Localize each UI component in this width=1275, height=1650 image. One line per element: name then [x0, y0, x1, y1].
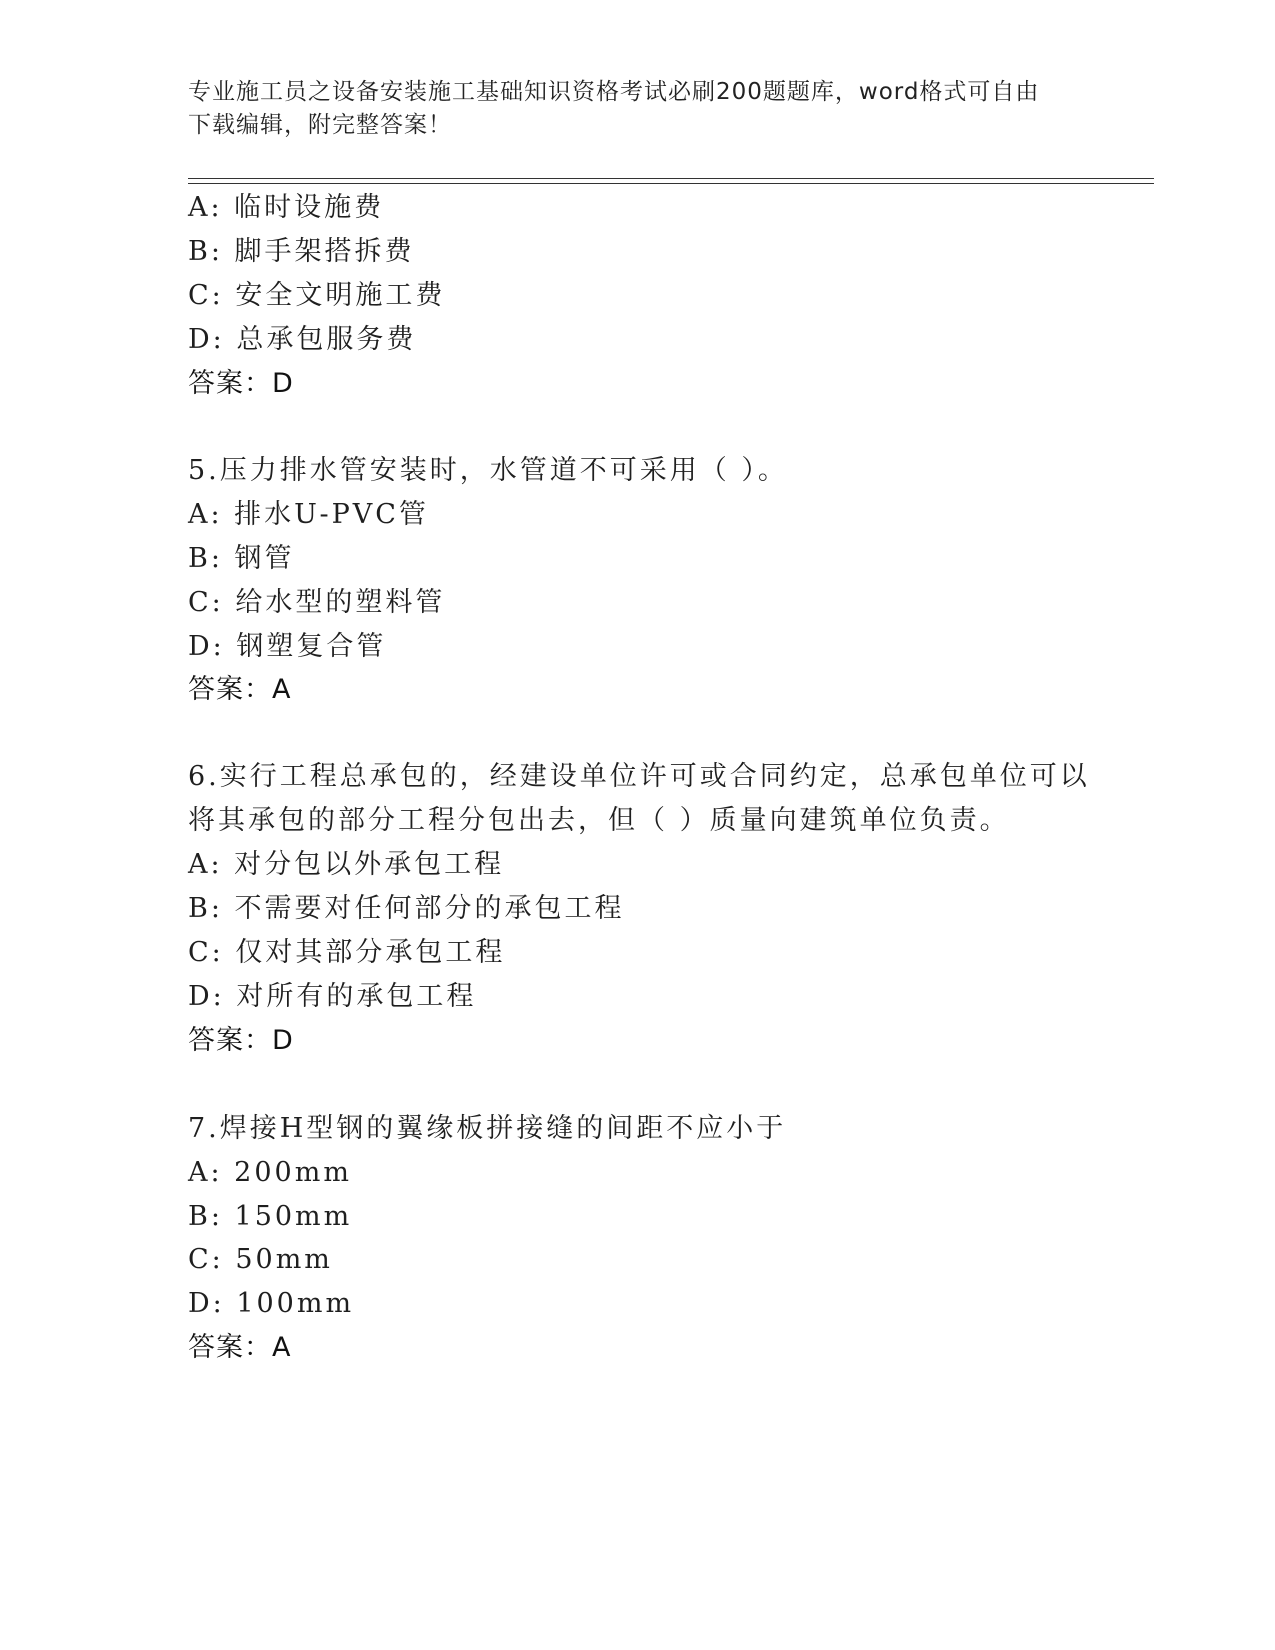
q4-option-d: D: 总承包服务费: [188, 324, 417, 355]
q7-stem: 7.焊接H型钢的翼缘板拼接缝的间距不应小于: [188, 1113, 787, 1144]
q4-option-c: C: 安全文明施工费: [188, 280, 446, 311]
q7-option-d: D: 100mm: [188, 1288, 355, 1319]
q4-option-a: A: 临时设施费: [188, 192, 385, 223]
q5-option-a: A: 排水U-PVC管: [188, 499, 429, 530]
header-divider-top: [188, 178, 1154, 179]
q6-option-b: B: 不需要对任何部分的承包工程: [188, 893, 625, 924]
q5-option-d: D: 钢塑复合管: [188, 631, 387, 662]
q5-stem: 5.压力排水管安装时，水管道不可采用（ ）。: [188, 455, 788, 486]
q6-option-c: C: 仅对其部分承包工程: [188, 937, 506, 968]
q7-answer: 答案：A: [188, 1332, 292, 1363]
q5-answer: 答案：A: [188, 674, 292, 705]
q6-stem-line-2: 将其承包的部分工程分包出去，但（ ）质量向建筑单位负责。: [188, 805, 1010, 836]
q7-option-a: A: 200mm: [188, 1157, 352, 1188]
document-header: [188, 76, 1068, 142]
header-line-1: 专业施工员之设备安装施工基础知识资格考试必刷200题题库，word格式可自由: [188, 79, 1040, 105]
q6-stem-line-1: 6.实行工程总承包的，经建设单位许可或合同约定，总承包单位可以: [188, 761, 1090, 792]
q7-option-c: C: 50mm: [188, 1244, 333, 1275]
q5-option-b: B: 钢管: [188, 543, 295, 574]
q6-option-d: D: 对所有的承包工程: [188, 981, 477, 1012]
header-line-2: 下载编辑，附完整答案！: [188, 112, 452, 138]
q5-option-c: C: 给水型的塑料管: [188, 587, 446, 618]
header-divider-bottom: [188, 183, 1154, 184]
q6-answer: 答案：D: [188, 1025, 294, 1056]
q4-option-b: B: 脚手架搭拆费: [188, 236, 415, 267]
q6-option-a: A: 对分包以外承包工程: [188, 849, 505, 880]
q7-option-b: B: 150mm: [188, 1201, 353, 1232]
q4-answer: 答案：D: [188, 368, 294, 399]
